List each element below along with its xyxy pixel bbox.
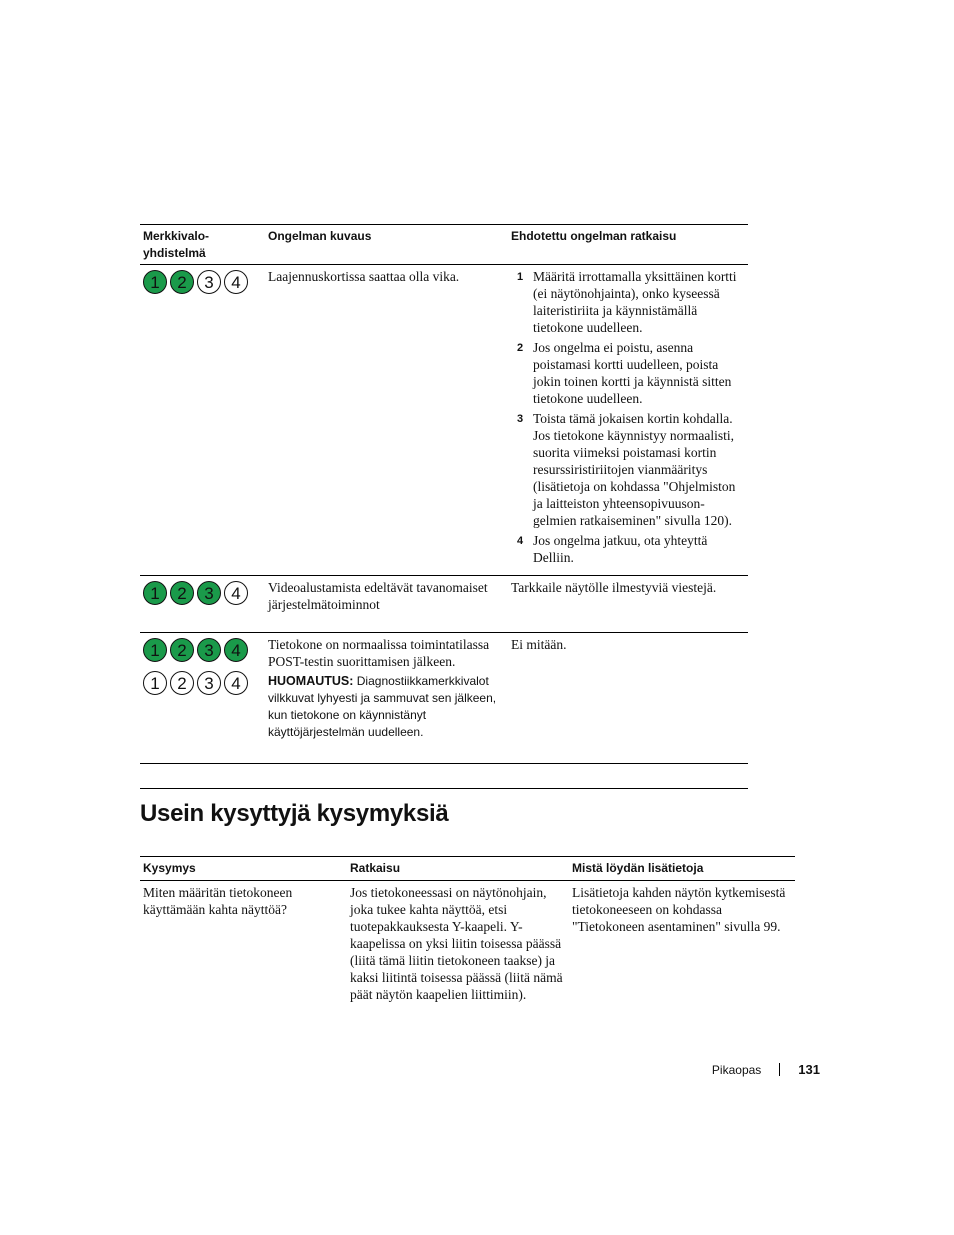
diagnostic-light-2: 2 <box>170 671 194 695</box>
diagnostic-light-3: 3 <box>197 581 221 605</box>
suggested-solution: Tarkkaile näytölle ilmestyviä viestejä. <box>511 580 717 595</box>
footer-title: Pikaopas <box>711 1062 762 1077</box>
step-text: Jos ongelma jatkuu, ota yhteyttä Delliin. <box>533 533 708 565</box>
faq-solution: Jos tietokoneessasi on näytönohjain, joka tukee kahta näyttöä, etsi tuotepakkauksesta Y-kaapeli. Y-kaapelissa on yksi liitin toisessa päässä (liitä tämä liitin tietokoneen taakse) ja kaksi liitintä toisessa päässä (liitä nämä päät näytön kaapelien liittimiin). <box>350 885 563 1002</box>
step-number: 3 <box>517 413 524 425</box>
header-problem-description: Ongelman kuvaus <box>268 229 372 243</box>
diagnostic-light-3: 3 <box>197 270 221 294</box>
diagnostic-light-1: 1 <box>143 581 167 605</box>
diagnostic-light-4: 4 <box>224 671 248 695</box>
header-light-combination: Merkkivalo- yhdistelmä <box>143 229 210 260</box>
light-combination <box>140 265 268 575</box>
header-more-info: Mistä löydän lisätietoja <box>572 861 704 875</box>
note-label: HUOMAUTUS: <box>268 674 354 688</box>
diagnostic-light-4: 4 <box>224 270 248 294</box>
problem-description <box>268 633 511 763</box>
diagnostic-lights <box>143 270 268 294</box>
table-row <box>140 881 795 1003</box>
problem-description: Videoalustamista edeltävät tavanomaiset järjestelmätoiminnot <box>268 580 488 612</box>
diagnostic-lights <box>143 581 268 605</box>
diagnostic-light-2: 2 <box>170 270 194 294</box>
diagnostic-lights <box>143 638 268 662</box>
step-text: Toista tämä jokaisen kortin kohdalla. Jos tietokone käynnistyy normaalisti, suorita viimeksi poistamasi kortin resurssiristiriitojen vianmääritys (lisätietoja on kohdassa "Ohjelmiston ja laitteiston yhteensopivuuson-gelmien ratkaiseminen" sivulla 120). <box>533 411 736 528</box>
description-text: Tietokone on normaalissa toimintatilassa POST-testin suorittamisen jälkeen. <box>268 637 490 669</box>
list-item <box>511 339 744 407</box>
faq-table <box>140 856 795 1003</box>
diagnostic-light-2: 2 <box>170 581 194 605</box>
header-suggested-solution: Ehdotettu ongelman ratkaisu <box>511 229 677 243</box>
diagnostic-light-1: 1 <box>143 671 167 695</box>
footer-separator <box>779 1063 780 1076</box>
table-header-row <box>140 225 748 265</box>
diagnostic-light-1: 1 <box>143 270 167 294</box>
diagnostic-light-4: 4 <box>224 581 248 605</box>
diagnostic-light-4: 4 <box>224 638 248 662</box>
table-row <box>140 265 748 576</box>
diagnostic-lights-table <box>140 224 748 764</box>
table-row <box>140 633 748 764</box>
step-text: Määritä irrottamalla yksittäinen kortti (ei näytönohjainta), onko kyseessä laiteristiriita ja käynnistämällä tietokone uudelleen. <box>533 269 737 335</box>
solution-steps <box>511 268 744 566</box>
diagnostic-lights-off <box>143 671 268 695</box>
note-text: Diagnostiikkamerkkivalot vilkkuvat lyhyesti ja sammuvat sen jälkeen, kun tietokone on käynnistänyt käyttöjärjestelmän uudelleen. <box>268 674 497 739</box>
section-divider <box>140 788 748 789</box>
diagnostic-light-2: 2 <box>170 638 194 662</box>
page-number: 131 <box>798 1062 820 1077</box>
table-row <box>140 576 748 633</box>
step-number: 1 <box>517 271 524 283</box>
page-footer <box>600 1062 820 1077</box>
note <box>268 673 505 741</box>
diagnostic-light-3: 3 <box>197 671 221 695</box>
suggested-solution <box>511 265 748 575</box>
step-number: 4 <box>517 535 524 547</box>
header-solution: Ratkaisu <box>350 861 401 875</box>
faq-question: Miten määritän tietokoneen käyttämään kahta näyttöä? <box>143 885 293 917</box>
diagnostic-light-3: 3 <box>197 638 221 662</box>
step-number: 2 <box>517 342 524 354</box>
faq-more-info: Lisätietoja kahden näytön kytkemisestä tietokoneeseen on kohdassa "Tietokoneen asentaminen" sivulla 99. <box>572 885 786 934</box>
suggested-solution: Ei mitään. <box>511 637 567 652</box>
diagnostic-light-1: 1 <box>143 638 167 662</box>
list-item <box>511 532 744 566</box>
table-header-row <box>140 857 795 881</box>
problem-description: Laajennuskortissa saattaa olla vika. <box>268 269 460 284</box>
step-text: Jos ongelma ei poistu, asenna poistamasi kortti uudelleen, poista jokin toinen kortti ja käynnistä sitten tietokone uudelleen. <box>533 340 732 406</box>
list-item <box>511 410 744 529</box>
light-combination <box>140 633 268 763</box>
section-title: Usein kysyttyjä kysymyksiä <box>140 800 449 827</box>
list-item <box>511 268 744 336</box>
header-question: Kysymys <box>143 861 196 875</box>
light-combination <box>140 576 268 632</box>
